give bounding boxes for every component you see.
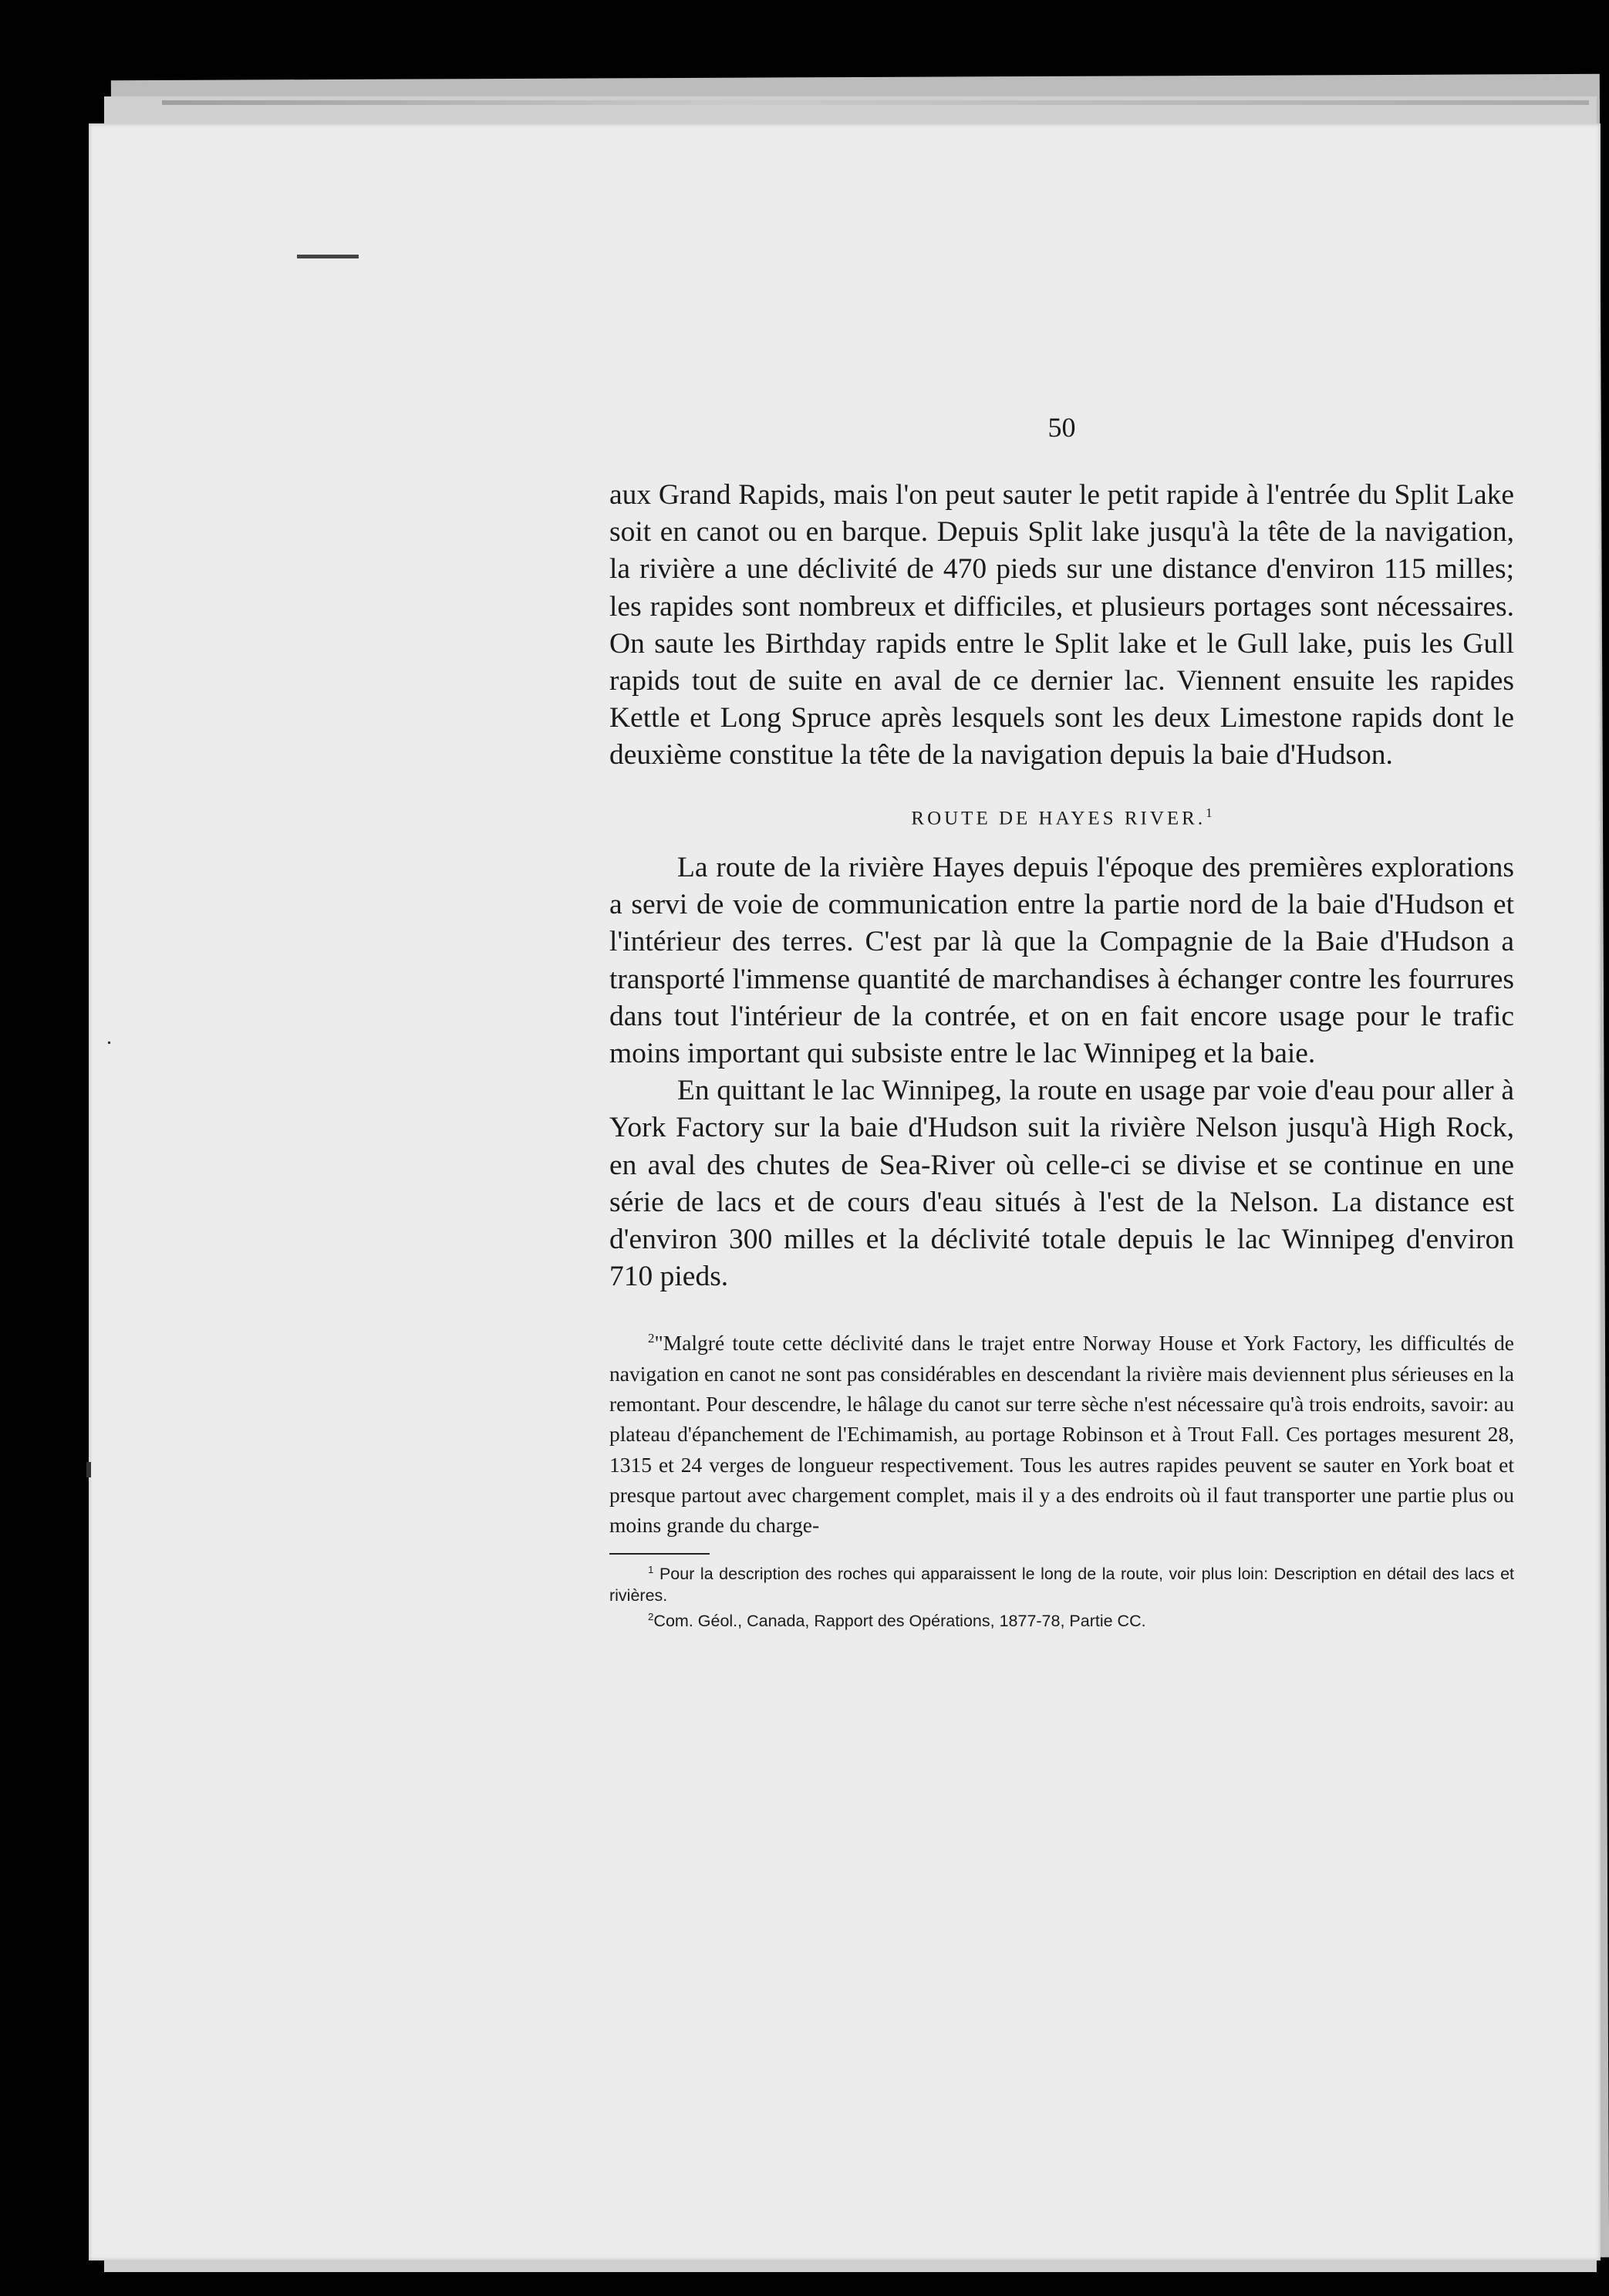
quoted-passage-text: "Malgré toute cette déclivité dans le trajet entre Norway House et York Factory, les difficultés de navigation en canot ne sont pas considérables en descendant la rivière mais deviennent plus sérieuses en la remontant. Pour descendre, le hâlage du canot sur terre sèche n'est nécessaire qu'à trois endroits, savoir: au plateau d'épanchement de l'Echimamish, au portage Robinson et à Trout Fall. Ces portages mesurent 28, 1315 et 24 verges de longueur respectivement. Tous les autres rapides peuvent se sauter en York boat et presque partout avec chargement complet, mais il y a des endroits où il faut transporter une partie plus ou moins grande du charge- [609,1331,1514,1538]
quoted-passage [609,1323,1514,1540]
body-paragraph: En quittant le lac Winnipeg, la route en usage par voie d'eau pour aller à York Factory sur la baie d'Hudson suit la rivière Nelson jusqu'à High Rock, en aval des chutes de Sea-River où celle-ci se divise et se continue en une série de lacs et de cours d'eau situés à l'est de la Nelson. La distance est d'environ 300 milles et la déclivité totale depuis le lac Winnipeg d'environ 710 pieds. [609,1075,1514,1293]
section-heading [609,799,1514,832]
body-paragraph: aux Grand Rapids, mais l'on peut sauter le petit rapide à l'entrée du Split Lake soit en canot ou en barque. Depuis Split lake jusqu'à la tête de la navigation, la rivière a une déclivité de 470 pieds sur une distance d'environ 115 milles; les rapides sont nombreux et difficiles, et plusieurs portages sont nécessaires. On saute les Birthday rapids entre le Split lake et le Gull lake, puis les Gull rapids tout de suite en aval de ce dernier lac. Viennent ensuite les rapides Kettle et Long Spruce après lesquels sont les deux Limestone rapids dont le deuxième constitue la tête de la navigation depuis la baie d'Hudson. [609,479,1514,772]
footnote-marker: 2 [648,1331,655,1346]
scan-speck [108,1042,110,1044]
footnote [609,1559,1514,1606]
section-heading-text: ROUTE DE HAYES RIVER. [911,807,1206,829]
page-crease [162,100,1589,105]
footnote-marker: 1 [1206,805,1213,820]
page-mark [297,255,359,258]
footnote-text: Com. Géol., Canada, Rapport des Opérations, 1877-78, Partie CC. [653,1611,1146,1630]
scan-speck [86,1462,91,1477]
footnote-marker: 2 [648,1610,654,1622]
footnote-rule [609,1553,710,1555]
footnote-text: Pour la description des roches qui apparaissent le long de la route, voir plus loin: Description en détail des lacs et rivières. [609,1564,1514,1605]
footnote [609,1606,1514,1632]
text-column [609,409,1514,1632]
body-paragraph: La route de la rivière Hayes depuis l'époque des premières explorations a servi de voie de communication entre la partie nord de la baie d'Hudson et l'intérieur des terres. C'est par là que la Compagnie de la Baie d'Hudson a transporté l'immense quantité de marchandises à échanger contre les fourrures dans tout l'intérieur de la contrée, et on en fait encore usage pour le trafic moins important qui subsiste entre le lac Winnipeg et la baie. [609,851,1514,1069]
footnote-marker: 1 [648,1563,654,1575]
page-number: 50 [1047,412,1076,443]
